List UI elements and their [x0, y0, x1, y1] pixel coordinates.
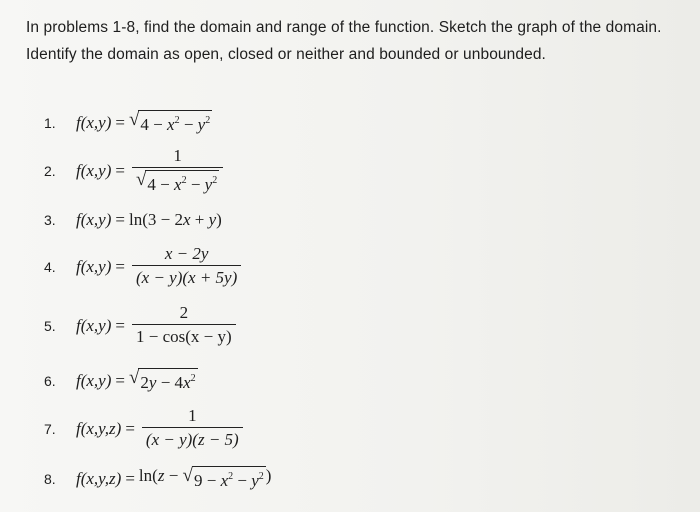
function-lhs: f(x,y)	[76, 112, 112, 132]
function-rhs: ln(3 − 2x + y)	[128, 210, 222, 229]
problem-1: 1. f(x,y) = √ $4 - x^2 - y^2$	[44, 109, 211, 134]
problem-6: 6. f(x,y) = √ $2y - 4x^2$	[44, 367, 196, 392]
fraction-denominator: (x − y)(z − 5)	[142, 427, 243, 451]
problem-7: 7. f(x,y,z) = $\frac{1}{(x - y)(z - 5)}$	[44, 406, 246, 451]
instructions	[26, 14, 686, 68]
square-root: √ $4 - x^2 - y^2$	[128, 109, 211, 134]
problem-number: 2.	[44, 162, 56, 179]
fraction-numerator: 2	[179, 303, 189, 322]
problem-number: 3.	[44, 212, 56, 228]
fraction	[142, 406, 243, 451]
square-root: √ $2y - 4x^2$	[128, 367, 196, 392]
problem-2: 2. f(x,y) = 1 √ $4 - x^2 - y^2$	[44, 146, 226, 195]
function-lhs: f(x,y)	[76, 315, 112, 335]
problem-number: 6.	[44, 372, 56, 389]
problem-3: 3. f(x,y) = ln(3 − 2x + y)	[44, 210, 222, 229]
fraction-numerator: 1	[173, 146, 182, 165]
function-lhs: f(x,y)	[76, 256, 112, 276]
fraction-denominator: √ $4 - x^2 - y^2$	[132, 167, 223, 195]
fraction-denominator: 1 − cos(x − y)	[132, 324, 236, 348]
problem-number: 8.	[44, 470, 56, 487]
fraction	[132, 244, 241, 289]
fraction-numerator: 1	[188, 406, 197, 425]
problem-4: 4. f(x,y) = $\frac{x - 2y}{(x - y)(x + 5y)}$	[44, 244, 244, 289]
problem-number: 1.	[44, 114, 56, 131]
problem-number: 5.	[44, 317, 56, 334]
problem-8: 8. f(x,y,z) = ln(z − √ $9 - x^2 - y^2$ )	[44, 465, 272, 490]
fraction-denominator: (x − y)(x + 5y)	[132, 265, 241, 289]
fraction	[132, 146, 223, 195]
fraction-numerator: x − 2y	[164, 244, 209, 263]
function-lhs: f(x,y)	[76, 370, 112, 390]
function-lhs: f(x,y,z)	[76, 418, 122, 438]
function-lhs: f(x,y,z)	[76, 468, 122, 488]
problem-number: 7.	[44, 420, 56, 437]
function-lhs: f(x,y)	[76, 160, 112, 180]
instructions-line-2: Identify the domain as open, closed or neither and bounded or unbounded.	[26, 46, 546, 63]
problem-5: 5. f(x,y) = $\frac{2}{1 - \cos(x - y)}$	[44, 303, 239, 348]
instructions-line-1: In problems 1-8, find the domain and range of the function. Sketch the graph of the domain.	[26, 19, 662, 36]
fraction	[132, 303, 236, 348]
problem-number: 4.	[44, 258, 56, 275]
function-rhs: ln(z − √ $9 - x^2 - y^2$ )	[138, 465, 272, 490]
function-lhs: f(x,y)	[76, 210, 112, 229]
